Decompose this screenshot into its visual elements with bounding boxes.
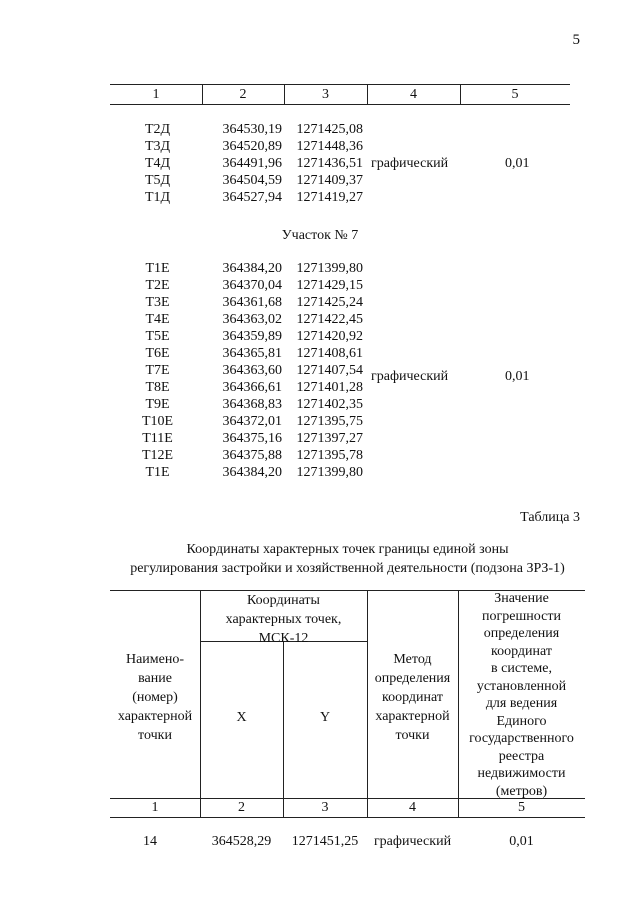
point-name: Т1Е (145, 261, 170, 276)
y-value: 1271429,15 (296, 278, 363, 293)
header-line: точки (138, 728, 172, 743)
table-row (0, 345, 640, 362)
x-value: 364370,04 (222, 278, 282, 293)
x-value: 364520,89 (222, 139, 282, 154)
point-name: Т12Е (141, 448, 174, 463)
table-caption (110, 540, 585, 578)
header-line: координат (382, 690, 443, 705)
header-line: для ведения (485, 696, 558, 711)
header-line: Значение (494, 591, 549, 606)
header-line: Наимено- (125, 652, 185, 667)
y-value: 1271425,08 (296, 122, 363, 137)
x-value: 364372,01 (222, 414, 282, 429)
x-value: 364365,81 (222, 346, 282, 361)
table3-numbers-bottom (110, 817, 585, 818)
header-line: МСК-12 (258, 631, 309, 646)
table-row (0, 189, 640, 206)
table3-number-4: 4 (409, 800, 416, 815)
point-name: Т2Д (144, 122, 171, 137)
top-table-header-5: 5 (511, 87, 519, 102)
y-value: 1271409,37 (296, 173, 363, 188)
y-value: 1271408,61 (296, 346, 363, 361)
caption-line-2: регулирования застройки и хозяйственной деятельности (подзона ЗРЗ-1) (130, 561, 565, 576)
table-row (0, 172, 640, 189)
table3-number-3: 3 (321, 800, 329, 815)
table-row (0, 430, 640, 447)
point-name: Т5Е (145, 329, 170, 344)
y-value: 1271425,24 (296, 295, 363, 310)
x-value: 364359,89 (222, 329, 282, 344)
header-line: Единого (496, 713, 547, 729)
table-row (0, 138, 640, 155)
group1-method: графический (371, 156, 449, 171)
header-line: (номер) (132, 690, 178, 705)
accuracy-value: 0,01 (509, 834, 534, 849)
table-row (0, 447, 640, 464)
x-value: 364530,19 (222, 122, 282, 137)
y-value: 1271436,51 (296, 156, 363, 171)
header-line: в системе, (491, 661, 552, 676)
table-row (0, 396, 640, 413)
header-line: Координаты (247, 593, 320, 608)
x-value: 364528,29 (211, 834, 272, 849)
point-name: Т3Е (145, 295, 170, 310)
point-name: Т5Д (144, 173, 171, 188)
x-value: 364491,96 (222, 156, 282, 171)
point-name: Т4Е (145, 312, 170, 327)
header-line: Метод (393, 652, 432, 667)
table-row (0, 155, 640, 172)
table3-y-header: Y (319, 710, 331, 725)
table3-number-2: 2 (238, 800, 245, 815)
y-value: 1271402,35 (296, 397, 363, 412)
header-line: вание (138, 671, 172, 686)
header-line: характерной (117, 709, 193, 724)
point-name: Т11Е (142, 431, 173, 446)
table3-number-5: 5 (518, 800, 525, 815)
table3-col-divider (283, 641, 284, 817)
y-value: 1271401,28 (296, 380, 363, 395)
caption-line-1: Координаты характерных точек границы единой зоны (186, 542, 509, 557)
top-table-header-1: 1 (152, 87, 160, 102)
y-value: 1271420,92 (296, 329, 363, 344)
table-label: Таблица 3 (520, 510, 580, 525)
page-number: 5 (572, 32, 580, 48)
point-name: Т10Е (141, 414, 174, 429)
point-name: Т8Е (145, 380, 170, 395)
header-line: реестра (498, 748, 545, 764)
y-value: 1271399,80 (296, 465, 363, 480)
header-line: государственного (469, 731, 574, 746)
header-line: точки (395, 728, 430, 743)
x-value: 364375,88 (222, 448, 282, 463)
table-row (0, 294, 640, 311)
group2-accuracy: 0,01 (505, 369, 530, 384)
y-value: 1271451,25 (291, 834, 359, 849)
table3-accuracy-header (458, 590, 585, 800)
x-value: 364361,68 (222, 295, 282, 310)
group1-accuracy: 0,01 (505, 156, 530, 171)
x-value: 364363,60 (222, 363, 282, 378)
table-row (0, 260, 640, 277)
table3-col1-header (110, 650, 200, 745)
x-value: 364366,61 (222, 380, 282, 395)
x-value: 364527,94 (222, 190, 282, 205)
y-value: 1271395,78 (296, 448, 363, 463)
table-row (0, 464, 640, 481)
point-name: Т2Е (145, 278, 170, 293)
point-name: Т9Е (145, 397, 170, 412)
header-line: погрешности (482, 608, 561, 624)
top-table-header-bottom-border (110, 104, 570, 105)
table-row (0, 121, 640, 138)
x-value: 364384,20 (222, 261, 282, 276)
table-row (0, 328, 640, 345)
top-table-header-4: 4 (410, 87, 417, 102)
top-table-header-2: 2 (239, 87, 247, 102)
x-value: 364504,59 (222, 173, 282, 188)
header-line: определения (374, 671, 451, 686)
header-line: недвижимости (477, 766, 566, 781)
point-name: 14 (143, 834, 157, 849)
x-value: 364375,16 (222, 431, 282, 446)
table-row (0, 311, 640, 328)
method-value: графический (373, 834, 452, 849)
y-value: 1271419,27 (296, 190, 363, 205)
section-title: Участок № 7 (281, 228, 359, 243)
y-value: 1271422,45 (296, 312, 363, 327)
point-name: Т1Д (144, 190, 171, 205)
point-name: Т4Д (144, 156, 171, 171)
top-table-header-3: 3 (322, 87, 329, 102)
y-value: 1271407,54 (296, 363, 363, 378)
point-name: Т6Е (145, 346, 170, 361)
x-value: 364384,20 (222, 465, 282, 480)
table-row (0, 379, 640, 396)
header-line: характерной (375, 709, 450, 724)
table-row (0, 362, 640, 379)
table-row (0, 277, 640, 294)
y-value: 1271448,36 (296, 139, 363, 154)
point-name: Т3Д (144, 139, 171, 154)
point-name: Т1Е (145, 465, 170, 480)
y-value: 1271395,75 (296, 414, 363, 429)
header-line: определения (483, 626, 560, 641)
table3-coords-header (200, 591, 367, 648)
table3-method-header (367, 650, 458, 745)
top-table-header-top-border (110, 84, 570, 85)
y-value: 1271397,27 (296, 431, 363, 446)
point-name: Т7Е (145, 363, 170, 378)
header-line: (метров) (495, 783, 548, 799)
x-value: 364363,02 (222, 312, 282, 327)
header-line: координат (491, 643, 552, 659)
header-line: установленной (476, 678, 567, 694)
table-row (0, 413, 640, 430)
table3-number-1: 1 (151, 800, 159, 815)
y-value: 1271399,80 (296, 261, 363, 276)
table3-x-header: X (236, 710, 247, 725)
x-value: 364368,83 (222, 397, 282, 412)
group2-method: графический (371, 369, 449, 384)
header-line: характерных точек, (225, 612, 342, 627)
